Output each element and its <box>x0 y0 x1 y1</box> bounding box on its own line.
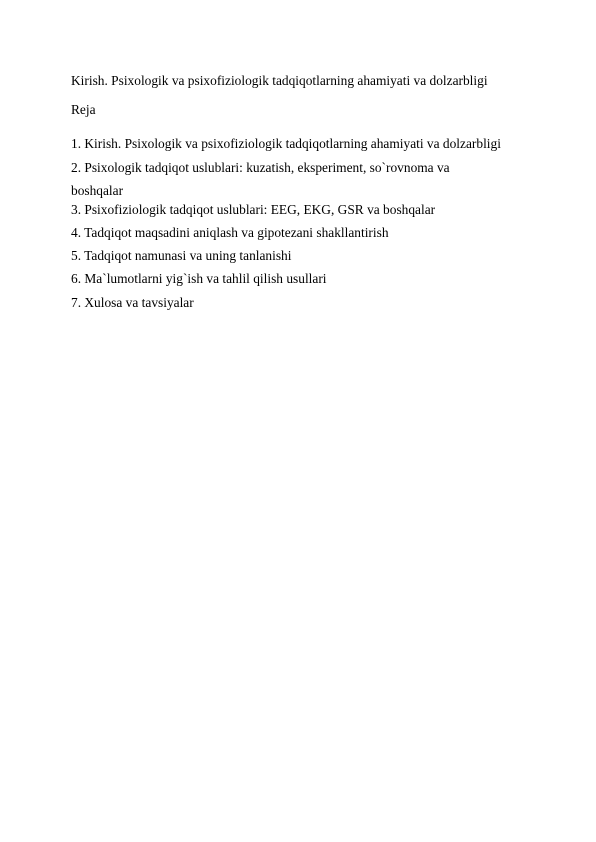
plan-heading: Reja <box>71 102 96 117</box>
plan-item: 3. Psixofiziologik tadqiqot uslublari: EEG, EKG, GSR va boshqalar <box>71 201 436 217</box>
plan-item: 7. Xulosa va tavsiyalar <box>71 294 194 310</box>
plan-item: 4. Tadqiqot maqsadini aniqlash va gipotezani shakllantirish <box>71 225 389 241</box>
plan-item: 6. Ma`lumotlarni yig`ish va tahlil qilish usullari <box>71 271 327 287</box>
plan-list <box>71 136 531 318</box>
plan-item: 1. Kirish. Psixologik va psixofiziologik tadqiqotlarning ahamiyati va dolzarbligi <box>71 136 501 151</box>
plan-item: 5. Tadqiqot namunasi va uning tanlanishi <box>71 248 292 264</box>
plan-item: 2. Psixologik tadqiqot uslublari: kuzatish, eksperiment, so`rovnoma va boshqalar <box>71 159 450 198</box>
document-title: Kirish. Psixologik va psixofiziologik tadqiqotlarning ahamiyati va dolzarbligi <box>71 73 488 88</box>
